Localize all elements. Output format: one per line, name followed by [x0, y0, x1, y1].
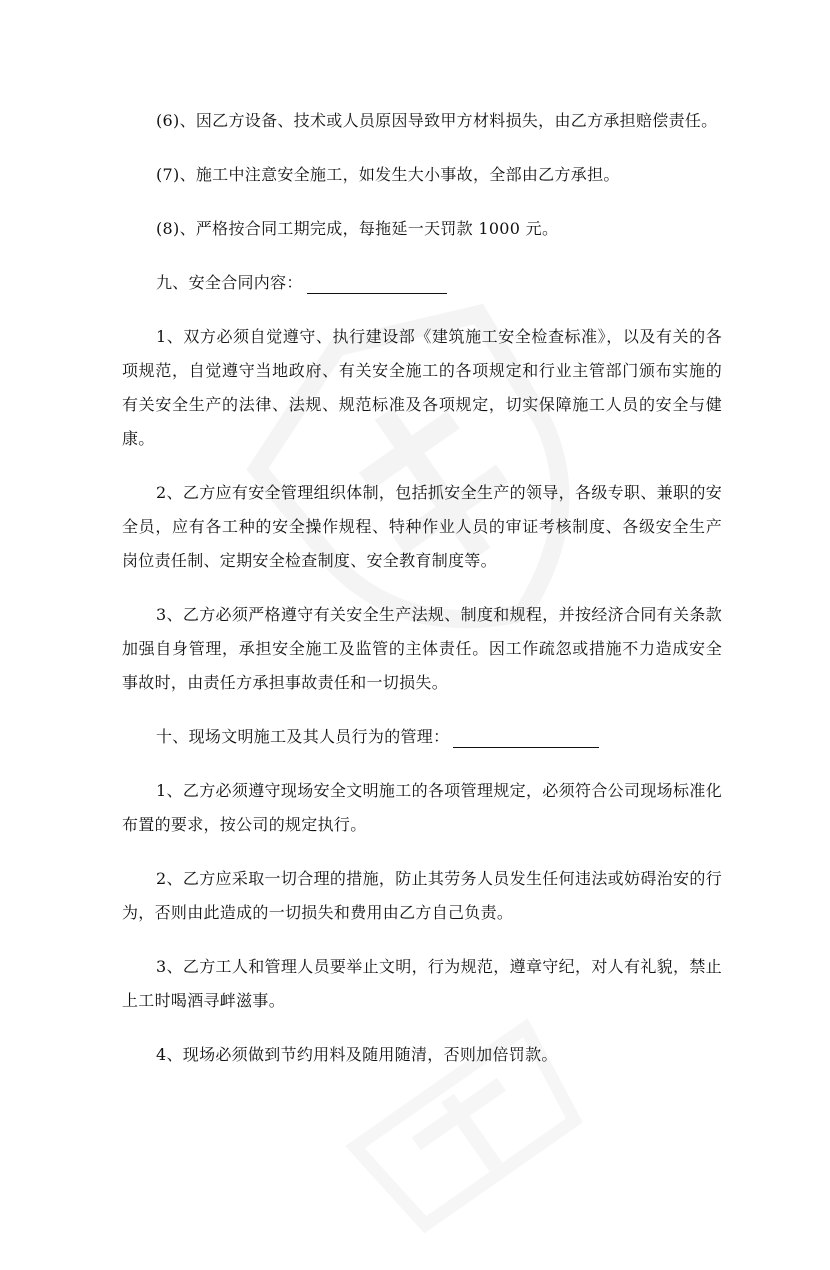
clause-6: (6)、因乙方设备、技术或人员原因导致甲方材料损失，由乙方承担赔偿责任。: [156, 111, 718, 130]
safety-clause-3: 3、乙方必须严格遵守有关安全生产法规、制度和规程，并按经济合同有关条款加强自身管理，承担安全施工及监管的主体责任。因工作疏忽或措施不力造成安全事故时，由责任方承担事故责任和一切损失。: [122, 605, 722, 692]
clause-8: (8)、严格按合同工期完成，每拖延一天罚款 1000 元。: [156, 219, 559, 238]
document-body: [122, 104, 722, 1092]
conduct-clause-1: 1、乙方必须遵守现场安全文明施工的各项管理规定，必须符合公司现场标准化布置的要求，按公司的规定执行。: [122, 781, 722, 834]
section-9-title: 九、安全合同内容：: [156, 273, 303, 292]
section-10-heading: [122, 720, 722, 754]
conduct-clause-2: 2、乙方应采取一切合理的措施，防止其劳务人员发生任何违法或妨碍治安的行为，否则由此造成的一切损失和费用由乙方自己负责。: [122, 869, 722, 922]
conduct-clause-4: 4、现场必须做到节约用料及随用随清，否则加倍罚款。: [156, 1045, 558, 1064]
clause-7: (7)、施工中注意安全施工，如发生大小事故，全部由乙方承担。: [156, 165, 620, 184]
blank-underline-field: [307, 273, 447, 294]
blank-underline-field: [453, 727, 599, 748]
section-10-title: 十、现场文明施工及其人员行为的管理：: [156, 727, 450, 746]
safety-clause-2: 2、乙方应有安全管理组织体制，包括抓安全生产的领导，各级专职、兼职的安全员，应有各工种的安全操作规程、特种作业人员的审证考核制度、各级安全生产岗位责任制、定期安全检查制度、安全教育制度等。: [122, 483, 722, 570]
safety-clause-1: 1、双方必须自觉遵守、执行建设部《建筑施工安全检查标准》，以及有关的各项规范，自觉遵守当地政府、有关安全施工的各项规定和行业主管部门颁布实施的有关安全生产的法律、法规、规范标准及各项规定，切实保障施工人员的安全与健康。: [122, 327, 722, 448]
conduct-clause-3: 3、乙方工人和管理人员要举止文明，行为规范，遵章守纪，对人有礼貌，禁止上工时喝酒寻衅滋事。: [122, 957, 722, 1010]
section-9-heading: [122, 266, 722, 300]
